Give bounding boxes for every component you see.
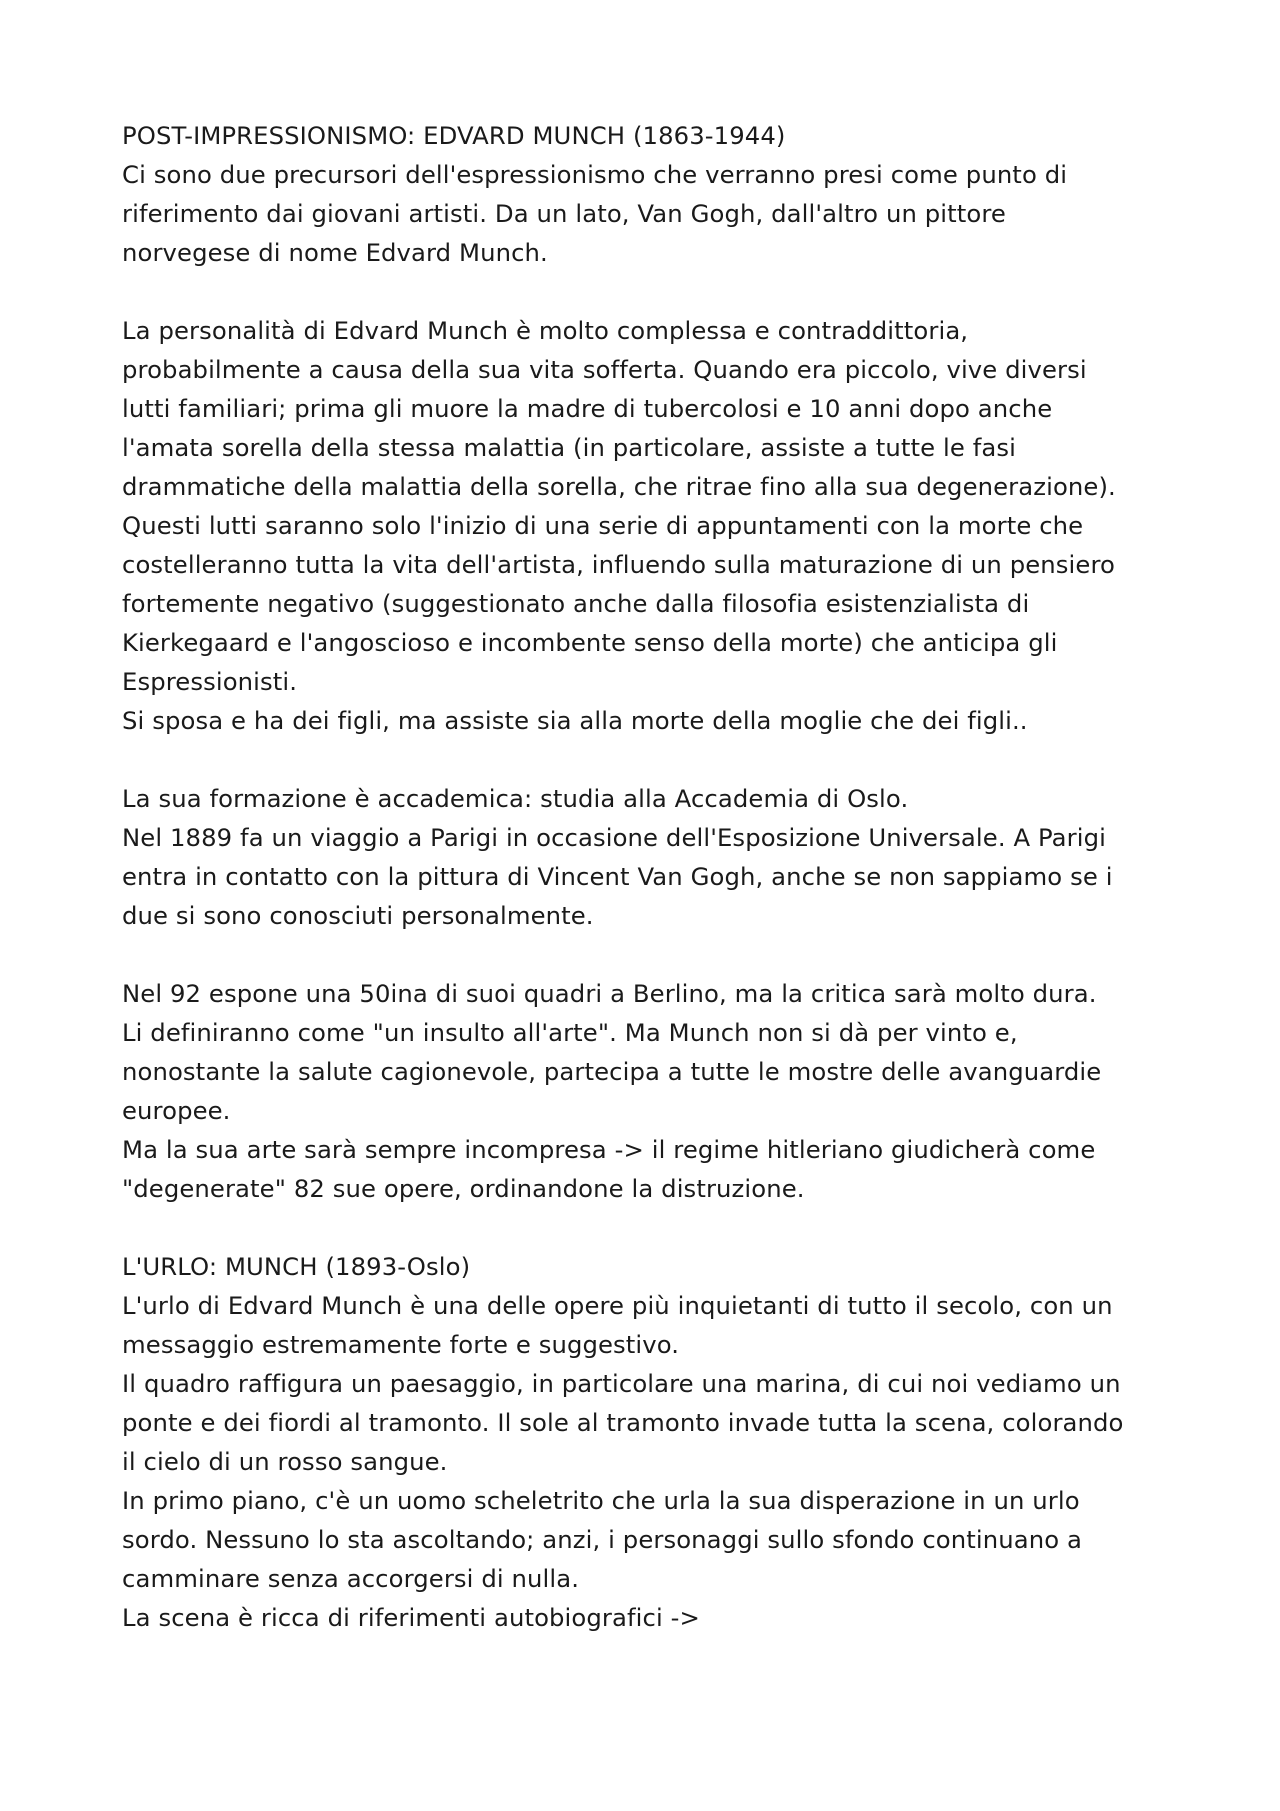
text-line: Il quadro raffigura un paesaggio, in particolare una marina, di cui noi vediamo un <box>122 1369 1121 1398</box>
text-line: norvegese di nome Edvard Munch. <box>122 238 548 267</box>
text-line: La personalità di Edvard Munch è molto complessa e contraddittoria, <box>122 316 969 345</box>
text-line: nonostante la salute cagionevole, partecipa a tutte le mostre delle avanguardie <box>122 1057 1102 1086</box>
text-line: due si sono conosciuti personalmente. <box>122 901 594 930</box>
paragraph-gap <box>122 740 1172 779</box>
text-line: costelleranno tutta la vita dell'artista, influendo sulla maturazione di un pensiero <box>122 550 1115 579</box>
text-line: riferimento dai giovani artisti. Da un lato, Van Gogh, dall'altro un pittore <box>122 199 1006 228</box>
text-line: POST-IMPRESSIONISMO: EDVARD MUNCH (1863-1944) <box>122 121 786 150</box>
paragraph-gap <box>122 272 1172 311</box>
text-line: Nel 92 espone una 50ina di suoi quadri a Berlino, ma la critica sarà molto dura. <box>122 979 1097 1008</box>
text-line: drammatiche della malattia della sorella, che ritrae fino alla sua degenerazione). <box>122 472 1116 501</box>
text-line: "degenerate" 82 sue opere, ordinandone la distruzione. <box>122 1174 805 1203</box>
paragraph-gap <box>122 935 1172 974</box>
text-line: Kierkegaard e l'angoscioso e incombente senso della morte) che anticipa gli <box>122 628 1058 657</box>
text-line: Si sposa e ha dei figli, ma assiste sia alla morte della moglie che dei figli.. <box>122 706 1028 735</box>
text-line: La sua formazione è accademica: studia alla Accademia di Oslo. <box>122 784 909 813</box>
text-line: europee. <box>122 1096 231 1125</box>
text-line: La scena è ricca di riferimenti autobiografici -> <box>122 1603 700 1632</box>
text-line: sordo. Nessuno lo sta ascoltando; anzi, i personaggi sullo sfondo continuano a <box>122 1525 1082 1554</box>
text-line: Nel 1889 fa un viaggio a Parigi in occasione dell'Esposizione Universale. A Parigi <box>122 823 1106 852</box>
text-line: entra in contatto con la pittura di Vincent Van Gogh, anche se non sappiamo se i <box>122 862 1113 891</box>
text-line: messaggio estremamente forte e suggestivo. <box>122 1330 680 1359</box>
text-line: In primo piano, c'è un uomo scheletrito che urla la sua disperazione in un urlo <box>122 1486 1080 1515</box>
text-line: L'URLO: MUNCH (1893-Oslo) <box>122 1252 471 1281</box>
text-line: Ci sono due precursori dell'espressionismo che verranno presi come punto di <box>122 160 1068 189</box>
text-line: L'urlo di Edvard Munch è una delle opere più inquietanti di tutto il secolo, con un <box>122 1291 1113 1320</box>
paragraph-gap <box>122 1208 1172 1247</box>
text-line: Questi lutti saranno solo l'inizio di una serie di appuntamenti con la morte che <box>122 511 1084 540</box>
text-line: Espressionisti. <box>122 667 298 696</box>
text-line: probabilmente a causa della sua vita sofferta. Quando era piccolo, vive diversi <box>122 355 1087 384</box>
text-line: ponte e dei fiordi al tramonto. Il sole al tramonto invade tutta la scena, colorando <box>122 1408 1124 1437</box>
text-line: fortemente negativo (suggestionato anche dalla filosofia esistenzialista di <box>122 589 1030 618</box>
document-page <box>122 116 1172 1637</box>
text-line: camminare senza accorgersi di nulla. <box>122 1564 580 1593</box>
text-line: Ma la sua arte sarà sempre incompresa -> il regime hitleriano giudicherà come <box>122 1135 1096 1164</box>
text-line: Li definiranno come "un insulto all'arte". Ma Munch non si dà per vinto e, <box>122 1018 1018 1047</box>
text-line: l'amata sorella della stessa malattia (in particolare, assiste a tutte le fasi <box>122 433 1017 462</box>
text-line: il cielo di un rosso sangue. <box>122 1447 448 1476</box>
text-line: lutti familiari; prima gli muore la madre di tubercolosi e 10 anni dopo anche <box>122 394 1053 423</box>
